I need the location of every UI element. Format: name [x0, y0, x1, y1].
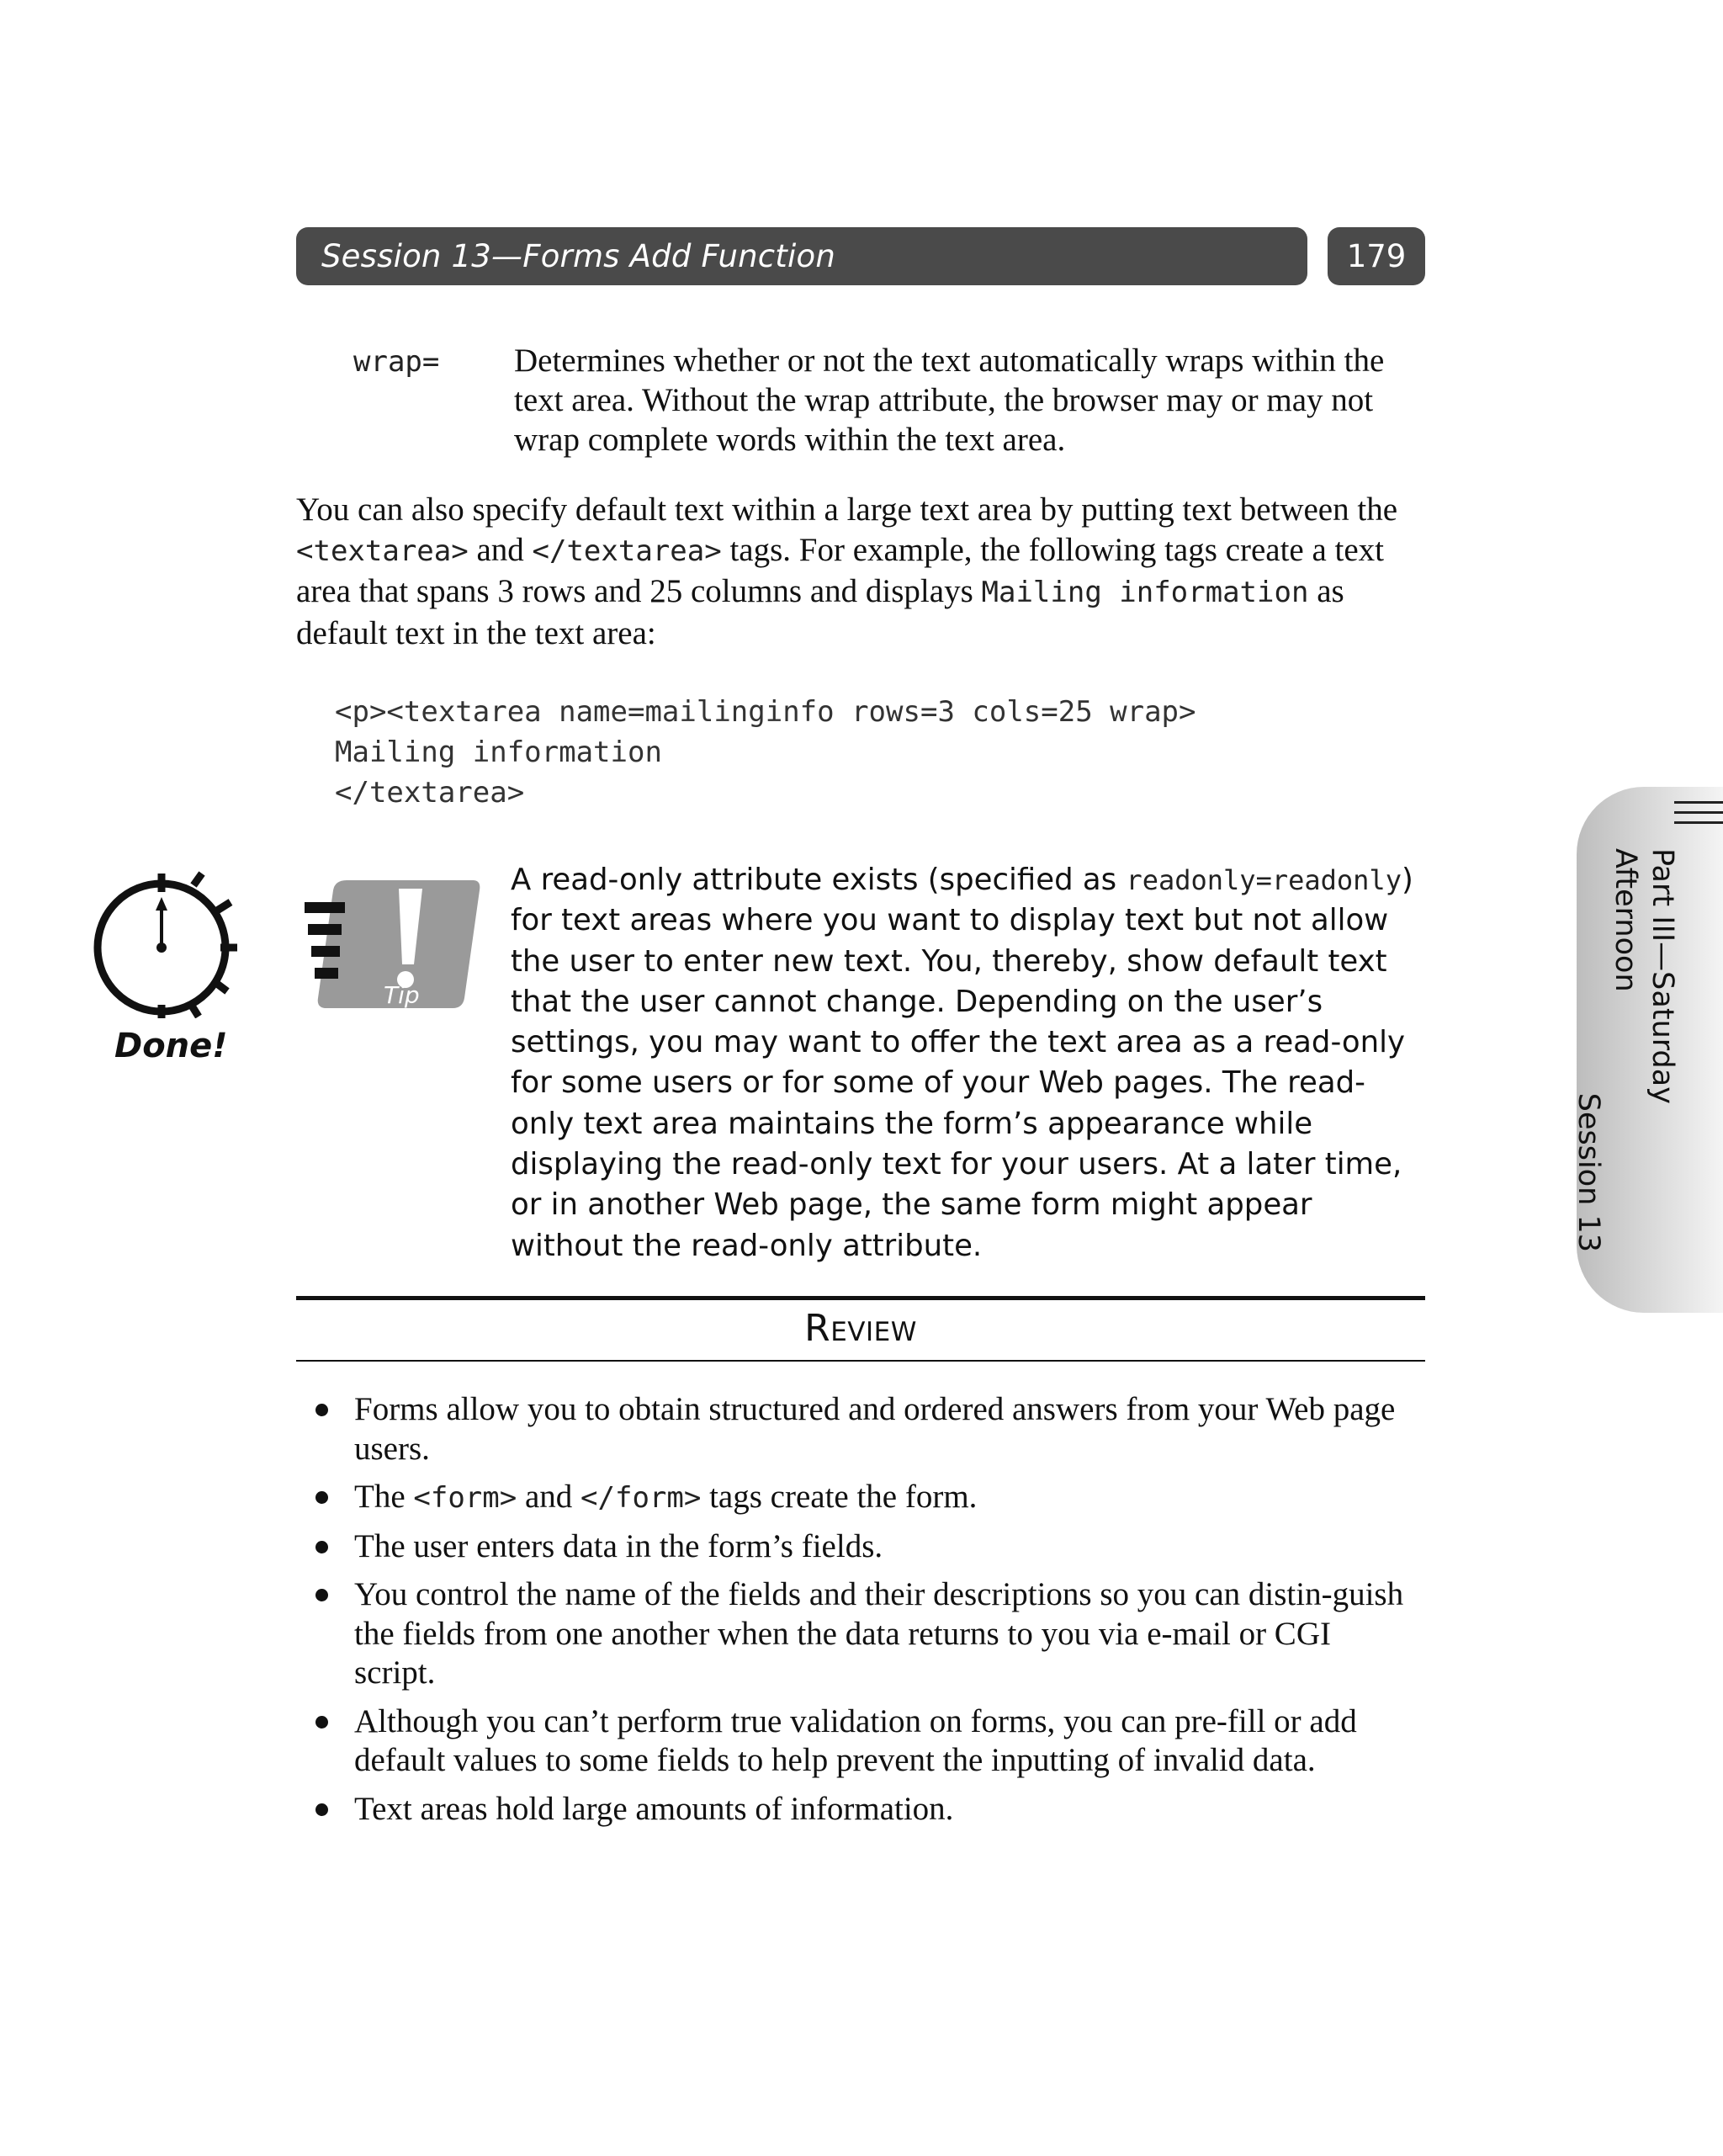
paragraph-text: as default text in the text area:	[296, 573, 1344, 651]
list-item-text: The user enters data in the form’s fields.	[354, 1527, 883, 1564]
list-item-text: Text areas hold large amounts of information.	[354, 1790, 954, 1827]
done-label: Done!	[114, 1027, 228, 1065]
code-line: Mailing information	[335, 735, 662, 769]
page-number: 179	[1346, 238, 1407, 274]
side-tab-part: Part III—Saturday Afternoon	[1609, 848, 1679, 1104]
bullet-icon	[315, 1803, 328, 1816]
tip-text-part: A read-only attribute exists (specified as	[511, 863, 1127, 897]
bullet-icon	[315, 1716, 328, 1729]
inline-code: </form>	[581, 1481, 702, 1515]
tip-text	[511, 860, 1415, 1267]
bullet-icon	[315, 1404, 328, 1416]
tip-icon-label: Tip	[384, 981, 420, 1009]
body-paragraph	[296, 490, 1423, 653]
inline-code: <textarea>	[296, 534, 469, 568]
page-number-box	[1328, 227, 1425, 285]
list-item	[315, 1790, 1409, 1829]
list-item-text: The	[354, 1479, 414, 1515]
bullet-icon	[315, 1491, 328, 1504]
list-item	[315, 1478, 1409, 1518]
list-item	[315, 1390, 1409, 1468]
list-item-text: You control the name of the fields and their descriptions so you can distin-guish the fields from one another when the data returns to you via e-mail or CGI script.	[354, 1576, 1404, 1691]
bullet-icon	[315, 1589, 328, 1601]
running-header	[296, 227, 1307, 285]
definition-description: Determines whether or not the text automatically wraps within the text area. Without the wrap attribute, the browser may or may not wrap complete words within the text area.	[514, 343, 1385, 458]
code-line: <p><textarea name=mailinginfo rows=3 cols=25 wrap>	[335, 695, 1196, 729]
review-rule-top	[296, 1296, 1425, 1300]
inline-code: readonly=readonly	[1126, 864, 1402, 896]
side-tab-session: Session 13	[1572, 1092, 1605, 1252]
list-item-text: and	[517, 1479, 581, 1515]
review-rule-bottom	[296, 1360, 1425, 1362]
code-block	[335, 692, 1196, 813]
side-tab-rules	[1674, 801, 1723, 831]
code-line: </textarea>	[335, 776, 525, 810]
paragraph-text: You can also specify default text within a large text area by putting text between the	[296, 491, 1398, 528]
review-heading: Review	[804, 1307, 917, 1350]
list-item	[315, 1527, 1409, 1567]
list-item-text: Although you can’t perform true validation on forms, you can pre-fill or add default values to some fields to help prevent the inputting of invalid data.	[354, 1702, 1357, 1778]
list-item-text: tags create the form.	[701, 1479, 978, 1515]
review-list	[315, 1390, 1409, 1838]
definition-term: wrap=	[353, 345, 440, 379]
paragraph-text: tags. For example, the following tags create a text area that spans 3 rows and 25 columns and displays	[296, 531, 1385, 609]
bullet-icon	[315, 1541, 328, 1553]
list-item	[315, 1575, 1409, 1693]
list-item-text: Forms allow you to obtain structured and ordered answers from your Web page users.	[354, 1391, 1396, 1467]
paragraph-text: and	[468, 531, 533, 568]
inline-code: Mailing information	[981, 576, 1309, 609]
inline-code: </textarea>	[532, 534, 722, 568]
header-title: Session 13—Forms Add Function	[321, 238, 835, 274]
inline-code: <form>	[413, 1481, 517, 1515]
tip-icon	[296, 872, 491, 1015]
clock-icon	[91, 867, 242, 1018]
side-tab-label	[1572, 848, 1681, 1252]
tip-text-part: ) for text areas where you want to display text but not allow the user to enter new text. You, thereby, show default text that the user cannot change. Depending on the user’s settings, you may want to offer the text area as a read-only for some users or for some of your Web pages. The read-only text area maintains the form’s appearance while displaying the read-only text for your users. At a later time, or in another Web page, the same form might appear without the read-only attribute.	[511, 863, 1413, 1263]
list-item	[315, 1702, 1409, 1781]
